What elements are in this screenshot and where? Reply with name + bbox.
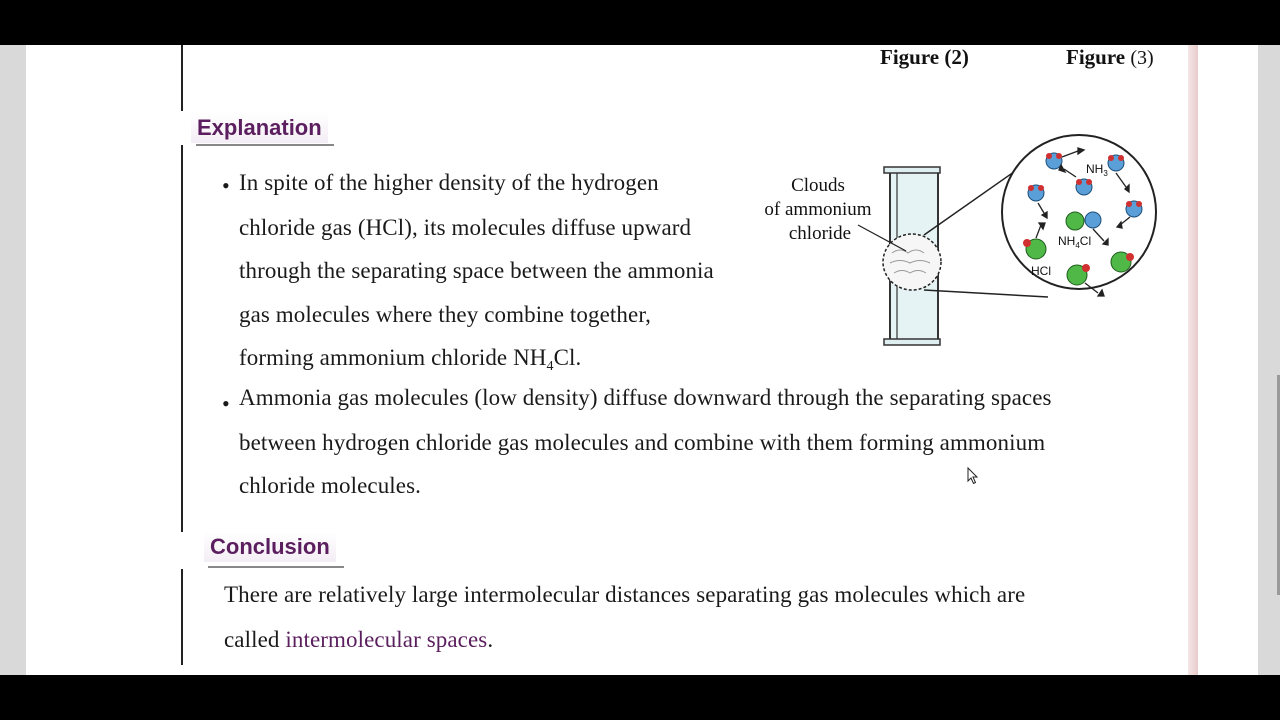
nh3-label-sub: 3 bbox=[1103, 169, 1108, 178]
hcl-label: HCl bbox=[1031, 264, 1051, 278]
bullet-1-dot: • bbox=[222, 173, 230, 198]
conclusion-line-2-suffix: . bbox=[487, 627, 494, 652]
bullet-2-line-3: chloride molecules. bbox=[239, 473, 422, 498]
ammonium-chloride-cloud bbox=[883, 234, 941, 290]
cloud-label-1: Clouds bbox=[791, 175, 845, 196]
conclusion-line-1: There are relatively large intermolecular distances separating gas molecules which are bbox=[224, 582, 1026, 607]
page-viewport bbox=[0, 45, 1280, 675]
conclusion-heading-underline bbox=[208, 566, 344, 568]
sheet-edge bbox=[1188, 45, 1198, 675]
diffusion-diagram bbox=[738, 125, 1168, 350]
cloud-label-2: of ammonium bbox=[764, 199, 872, 220]
bullet-1-line-5 bbox=[239, 345, 581, 375]
nh4cl-formula-suffix: Cl. bbox=[553, 345, 582, 370]
figure-3-number: (3) bbox=[1130, 47, 1154, 69]
bullet-2-line-2: between hydrogen chloride gas molecules and combine with them forming ammonium bbox=[239, 430, 1046, 455]
diffusion-diagram-svg bbox=[738, 125, 1168, 350]
nh4cl-formula-prefix: forming ammonium chloride NH bbox=[239, 345, 547, 370]
conclusion-line-2 bbox=[224, 627, 493, 653]
figure-2-label bbox=[880, 45, 969, 70]
conclusion-heading: Conclusion bbox=[204, 532, 336, 562]
bullet-1-line-2: chloride gas (HCl), its molecules diffuse upward bbox=[239, 215, 692, 240]
figure-2-word: Figure bbox=[880, 45, 940, 69]
explanation-heading: Explanation bbox=[191, 113, 328, 143]
zoom-line-bottom bbox=[924, 290, 1048, 297]
figure-3-label bbox=[1066, 45, 1154, 70]
bullet-1-line-3: through the separating space between the ammonia bbox=[239, 258, 714, 283]
bullet-2-line-1: Ammonia gas molecules (low density) diffuse downward through the separating spaces bbox=[239, 385, 1052, 410]
nh4cl-label bbox=[1058, 234, 1091, 250]
bullet-1-line-1: In spite of the higher density of the hydrogen bbox=[239, 170, 659, 195]
left-rule-top bbox=[181, 45, 183, 111]
cloud-label-3: chloride bbox=[788, 223, 852, 244]
intermolecular-spaces-term: intermolecular spaces bbox=[285, 627, 488, 652]
left-rule-middle bbox=[181, 145, 183, 532]
left-rule-bottom bbox=[181, 569, 183, 665]
nh4cl-label-text: NH bbox=[1058, 234, 1076, 248]
nh3-label-text: NH bbox=[1086, 162, 1104, 176]
nh4cl-label-sub: 4 bbox=[1075, 241, 1080, 250]
nh4cl-label-post: Cl bbox=[1079, 234, 1092, 248]
conclusion-line-2-prefix: called bbox=[224, 627, 286, 652]
bullet-1-line-4: gas molecules where they combine together, bbox=[239, 302, 652, 327]
explanation-heading-underline bbox=[196, 144, 334, 146]
bullet-2-dot: • bbox=[222, 391, 230, 416]
mouse-cursor-icon bbox=[967, 467, 979, 485]
figure-2-number: (2) bbox=[944, 45, 969, 69]
figure-3-word: Figure bbox=[1066, 45, 1126, 69]
nh4cl-formula-subscript: 4 bbox=[546, 359, 554, 374]
